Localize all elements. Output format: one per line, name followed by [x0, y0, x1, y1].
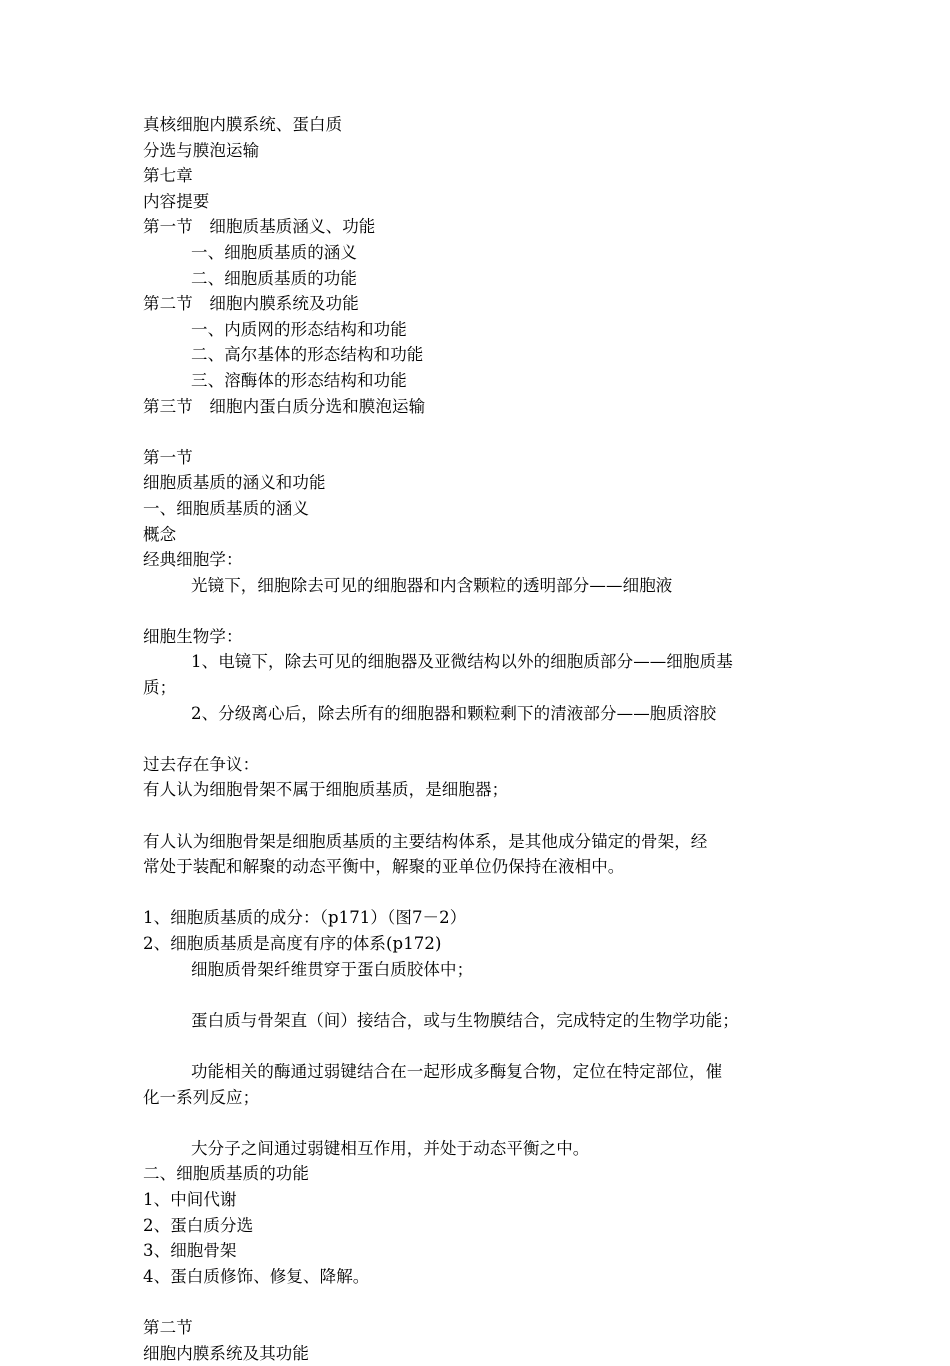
blank-line — [143, 419, 800, 445]
blank-line — [143, 726, 800, 752]
text-line: 细胞内膜系统及其功能 — [143, 1341, 800, 1366]
document-text-body — [143, 112, 800, 1366]
blank-line — [143, 803, 800, 829]
text-line: 二、细胞质基质的功能 — [143, 1161, 800, 1187]
blank-line — [143, 598, 800, 624]
text-line: 第三节 细胞内蛋白质分选和膜泡运输 — [143, 394, 800, 420]
text-line: 细胞生物学： — [143, 624, 800, 650]
text-line: 细胞质骨架纤维贯穿于蛋白质胶体中； — [143, 957, 800, 983]
text-line: 质； — [143, 675, 800, 701]
text-line: 一、细胞质基质的涵义 — [143, 496, 800, 522]
text-line: 有人认为细胞骨架不属于细胞质基质，是细胞器； — [143, 777, 800, 803]
text-line: 二、高尔基体的形态结构和功能 — [143, 342, 800, 368]
blank-line — [143, 880, 800, 906]
text-line: 2、细胞质基质是高度有序的体系(p172) — [143, 931, 800, 957]
text-line: 1、细胞质基质的成分：（p171）（图7－2） — [143, 905, 800, 931]
text-line: 蛋白质与骨架直（间）接结合，或与生物膜结合，完成特定的生物学功能； — [143, 1008, 800, 1034]
text-line: 一、细胞质基质的涵义 — [143, 240, 800, 266]
text-line: 分选与膜泡运输 — [143, 138, 800, 164]
text-line: 三、溶酶体的形态结构和功能 — [143, 368, 800, 394]
blank-line — [143, 982, 800, 1008]
text-line: 有人认为细胞骨架是细胞质基质的主要结构体系，是其他成分锚定的骨架，经 — [143, 829, 800, 855]
text-line: 光镜下，细胞除去可见的细胞器和内含颗粒的透明部分——细胞液 — [143, 573, 800, 599]
text-line: 4、蛋白质修饰、修复、降解。 — [143, 1264, 800, 1290]
text-line: 常处于装配和解聚的动态平衡中，解聚的亚单位仍保持在液相中。 — [143, 854, 800, 880]
text-line: 第二节 细胞内膜系统及功能 — [143, 291, 800, 317]
text-line: 2、分级离心后，除去所有的细胞器和颗粒剩下的清液部分——胞质溶胶 — [143, 701, 800, 727]
text-line: 第一节 细胞质基质涵义、功能 — [143, 214, 800, 240]
text-line: 经典细胞学： — [143, 547, 800, 573]
text-line: 大分子之间通过弱键相互作用，并处于动态平衡之中。 — [143, 1136, 800, 1162]
text-line: 第一节 — [143, 445, 800, 471]
blank-line — [143, 1033, 800, 1059]
text-line: 2、蛋白质分选 — [143, 1213, 800, 1239]
text-line: 第二节 — [143, 1315, 800, 1341]
text-line: 细胞质基质的涵义和功能 — [143, 470, 800, 496]
text-line: 3、细胞骨架 — [143, 1238, 800, 1264]
text-line: 真核细胞内膜系统、蛋白质 — [143, 112, 800, 138]
text-line: 内容提要 — [143, 189, 800, 215]
blank-line — [143, 1110, 800, 1136]
text-line: 功能相关的酶通过弱键结合在一起形成多酶复合物，定位在特定部位，催 — [143, 1059, 800, 1085]
text-line: 过去存在争议： — [143, 752, 800, 778]
blank-line — [143, 1289, 800, 1315]
text-line: 概念 — [143, 522, 800, 548]
text-line: 一、内质网的形态结构和功能 — [143, 317, 800, 343]
text-line: 1、电镜下，除去可见的细胞器及亚微结构以外的细胞质部分——细胞质基 — [143, 649, 800, 675]
text-line: 第七章 — [143, 163, 800, 189]
text-line: 1、中间代谢 — [143, 1187, 800, 1213]
text-line: 化一系列反应； — [143, 1085, 800, 1111]
text-line: 二、细胞质基质的功能 — [143, 266, 800, 292]
